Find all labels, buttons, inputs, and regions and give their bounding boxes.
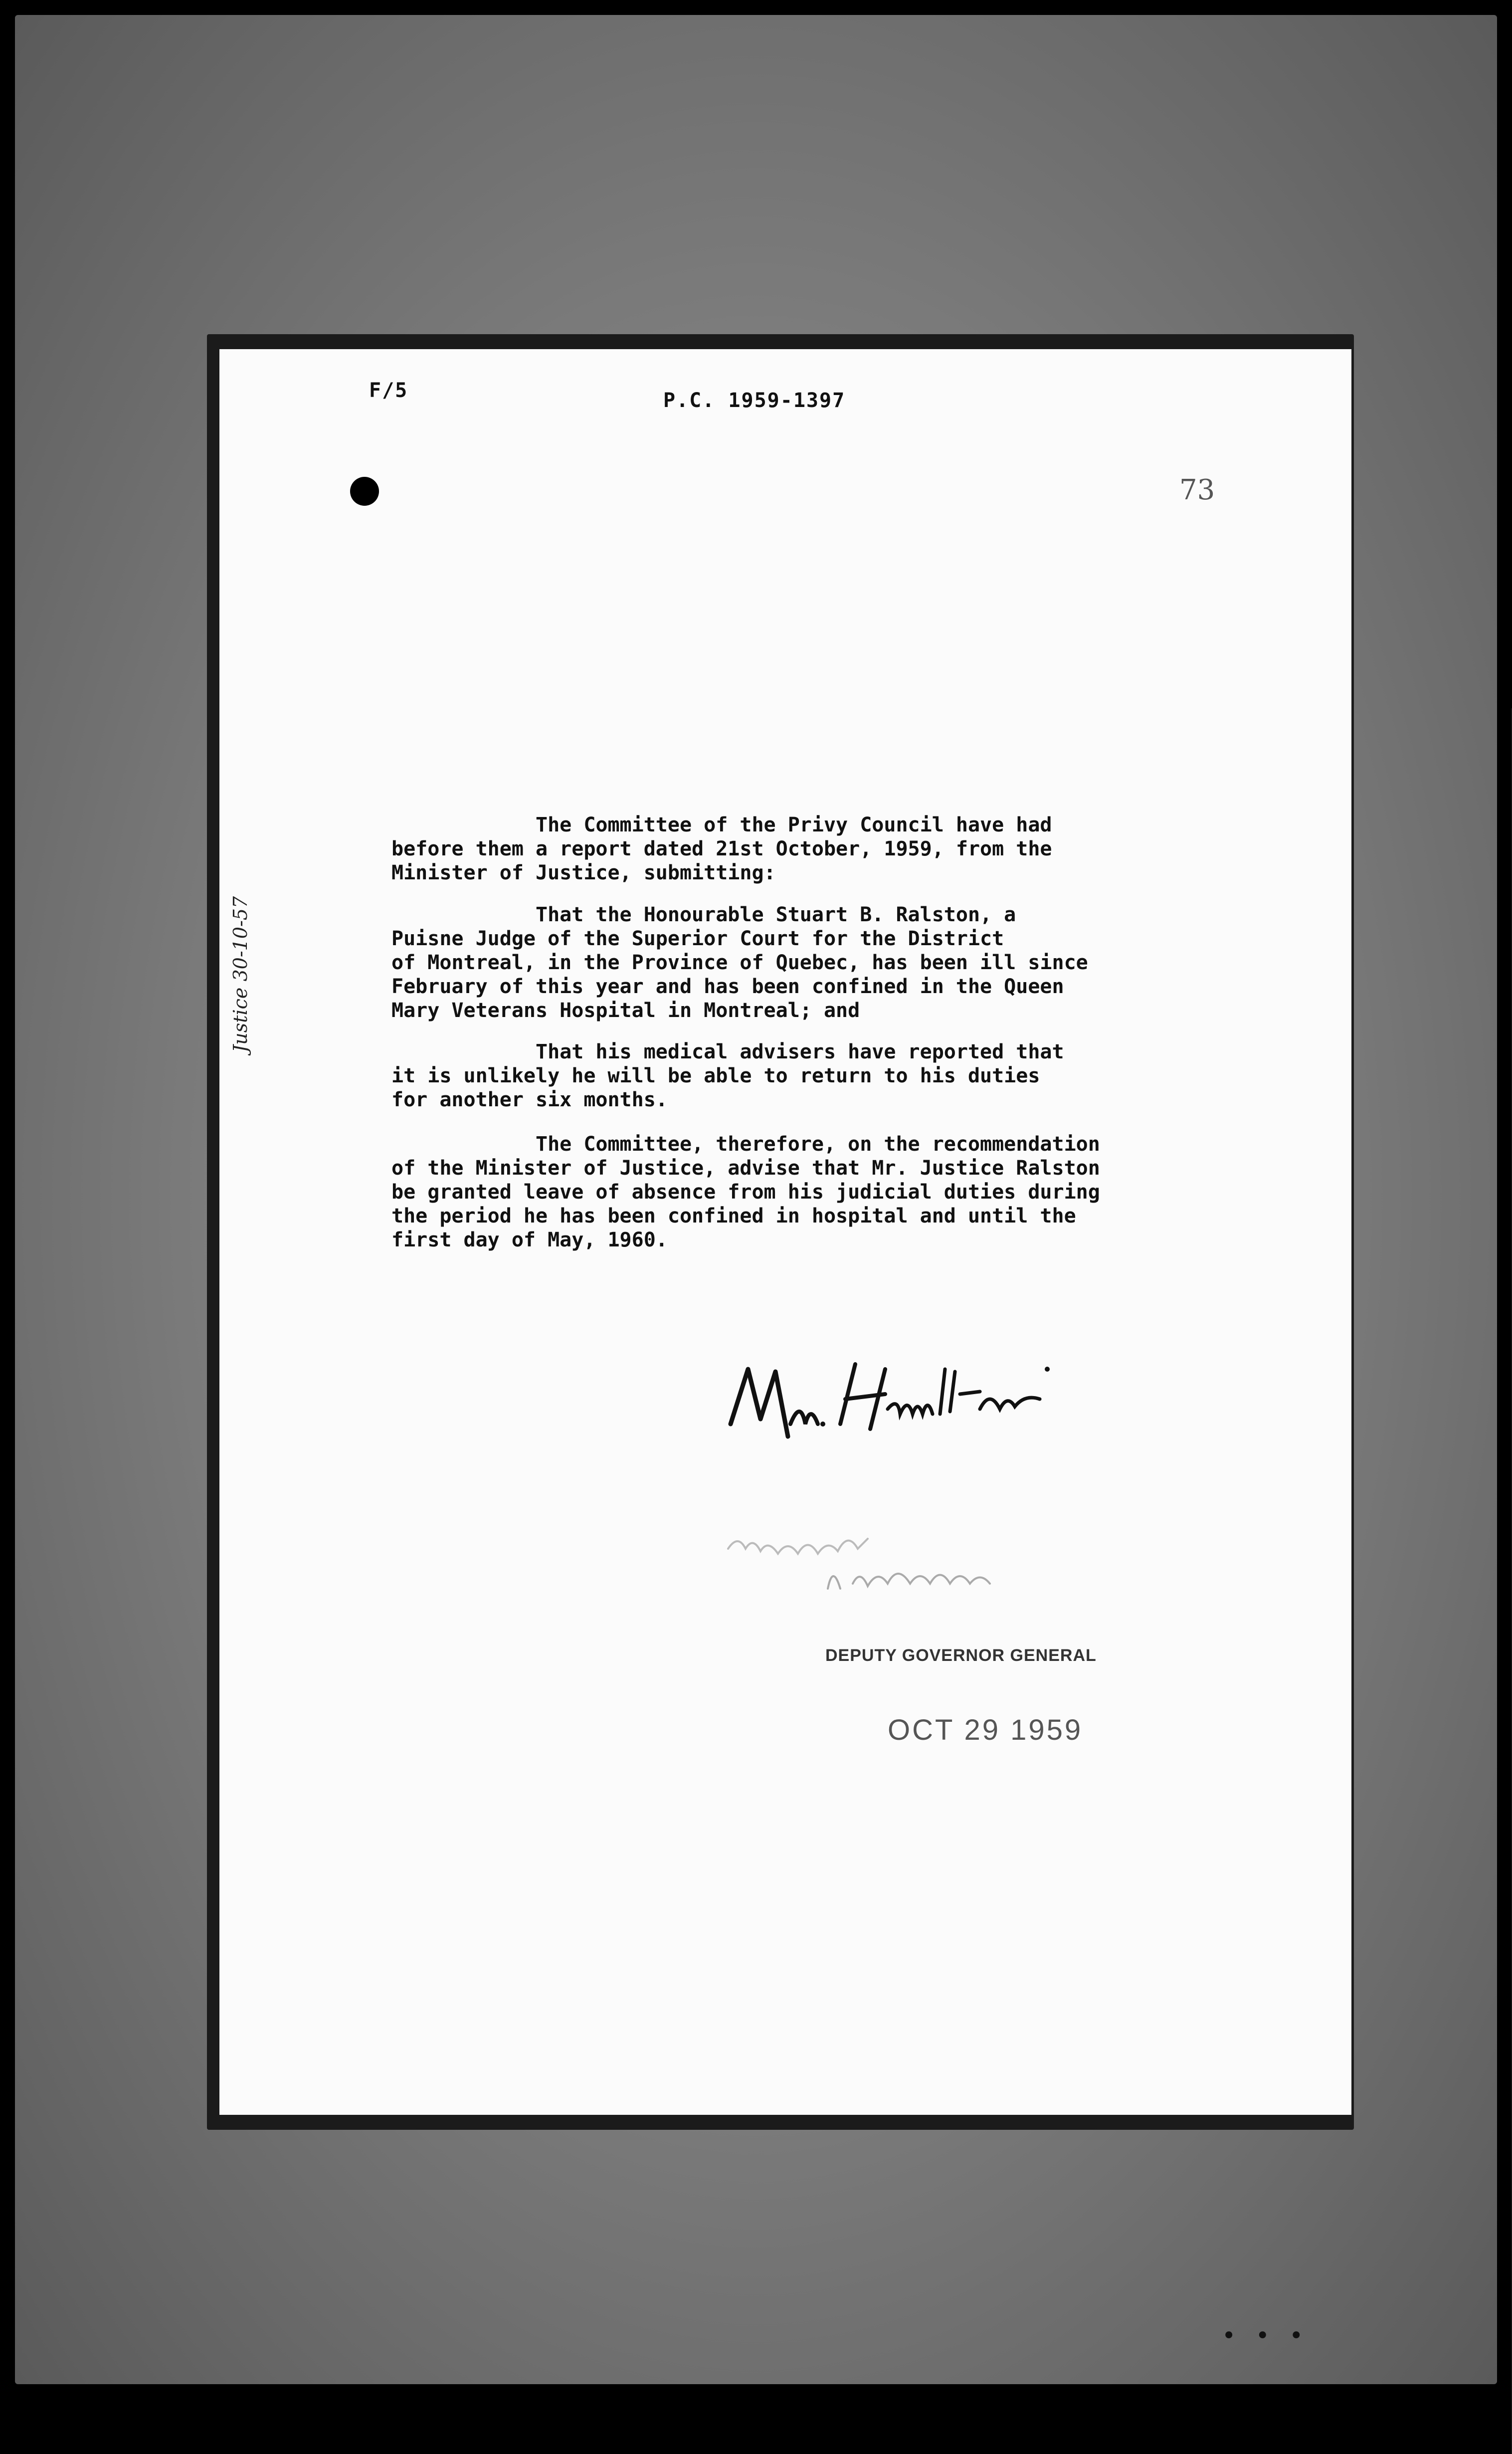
paragraph-1: The Committee of the Privy Council have had before them a report dated 21st October, 1959, from the Minister of Justice, submitting: xyxy=(391,814,1052,884)
signature xyxy=(721,1349,1070,1464)
approval-handwriting xyxy=(718,1509,1057,1614)
paragraph-4: The Committee, therefore, on the recommendation of the Minister of Justice, advise that Mr. Justice Ralston be granted leave of absence from his judicial duties during the period he has been confined in hospital and until the first day of May, 1960. xyxy=(391,1133,1100,1251)
document-page xyxy=(219,349,1351,2115)
paragraph-3: That his medical advisers have reported that it is unlikely he will be able to return to his duties for another six months. xyxy=(391,1040,1064,1111)
margin-note: Justice 30-10-57 xyxy=(229,896,251,1052)
date-stamp: OCT 29 1959 xyxy=(888,1714,1083,1746)
corner-marks: • • • xyxy=(1222,2322,1310,2350)
file-code: F/5 xyxy=(369,379,408,402)
folio-number: 73 xyxy=(1179,474,1215,506)
order-number: P.C. 1959-1397 xyxy=(663,389,846,412)
punch-hole xyxy=(350,477,379,506)
paragraph-2: That the Honourable Stuart B. Ralston, a Puisne Judge of the Superior Court for the District of Montreal, in the Province of Quebec, has been ill since February of this year and has been confined in the Queen Mary Veterans Hospital in Montreal; and xyxy=(391,903,1088,1022)
signatory-title: DEPUTY GOVERNOR GENERAL xyxy=(825,1646,1097,1665)
